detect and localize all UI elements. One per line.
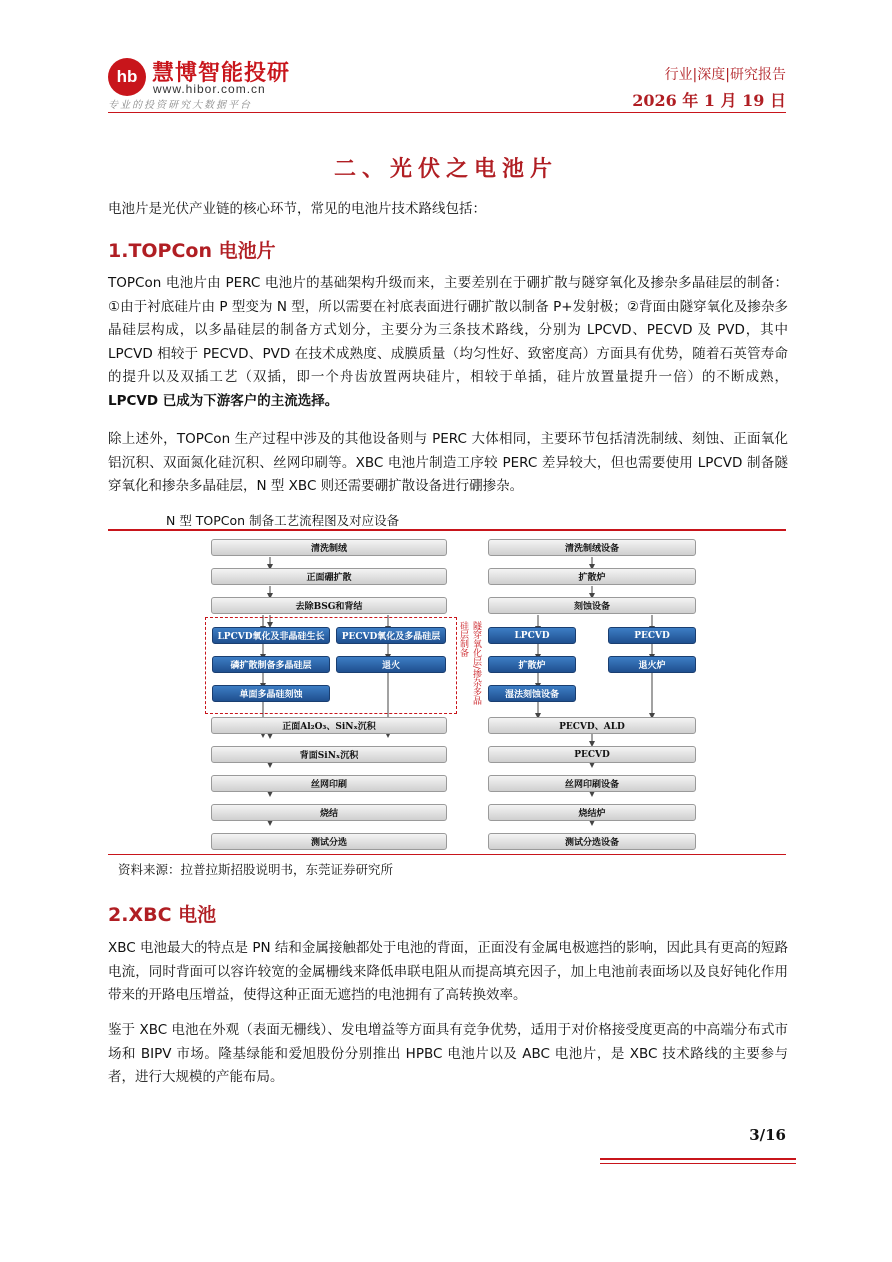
step-sintering: 烧结	[211, 804, 447, 821]
step-phosphorus-diffusion: 磷扩散制备多晶硅层	[212, 656, 330, 673]
xbc-title: 2.XBC 电池	[108, 904, 217, 926]
equip-diffusion-furnace: 扩散炉	[488, 568, 696, 585]
footer-rule	[600, 1158, 796, 1160]
step-poly-etch: 单面多晶硅刻蚀	[212, 685, 330, 702]
equip-sintering-furnace: 烧结炉	[488, 804, 696, 821]
topcon-title: 1.TOPCon 电池片	[108, 240, 276, 262]
equip-wet-etching: 湿法刻蚀设备	[488, 685, 576, 702]
equip-anneal-furnace: 退火炉	[608, 656, 696, 673]
equip-lpcvd: LPCVD	[488, 627, 576, 644]
equip-tester-sorter: 测试分选设备	[488, 833, 696, 850]
report-type: 行业|深度|研究报告	[664, 67, 786, 83]
equip-pecvd-2: PECVD	[488, 746, 696, 763]
step-boron-diffusion: 正面硼扩散	[211, 568, 447, 585]
step-lpcvd-oxidation: LPCVD氧化及非晶硅生长	[212, 627, 330, 644]
step-testing: 测试分选	[211, 833, 447, 850]
report-date: 2026 年 1 月 19 日	[632, 91, 786, 110]
section-title: 二、光伏之电池片	[333, 157, 558, 182]
equip-diffusion-furnace-2: 扩散炉	[488, 656, 576, 673]
brand-name: 慧博智能投研	[152, 61, 291, 86]
figure-bottom-rule	[108, 854, 786, 855]
topcon-paragraph-2: 除上述外，TOPCon 生产过程中涉及的其他设备则与 PERC 大体相同，主要环节包括清洗制绒、刻蚀、正面氧化铝沉积、双面氮化硅沉积、丝网印刷等。XBC 电池片制造工序较 PERC 差异较大，但也需要使用 LPCVD 制备隧穿氧化和掺杂多晶硅层，N 型 XBC 则还需要硼扩散设备进行硼掺杂。	[108, 431, 788, 494]
logo-icon: hb	[108, 58, 146, 96]
step-front-deposition: 正面Al₂O₃、SiNₓ沉积	[211, 717, 447, 734]
xbc-paragraph-2: 鉴于 XBC 电池在外观（表面无栅线）、发电增益等方面具有竞争优势，适用于对价格接受度更高的中高端分布式市场和 BIPV 市场。隆基绿能和爱旭股份分别推出 HPBC 电池片以及 ABC 电池片，是 XBC 技术路线的主要参与者，进行大规模的产能布局。	[108, 1022, 788, 1085]
footer-rule-thin	[600, 1163, 796, 1164]
topcon-paragraph-1-text: TOPCon 电池片由 PERC 电池片的基础架构升级而来，主要差别在于硼扩散与隧穿氧化及掺杂多晶硅层的制备：①由于衬底硅片由 P 型变为 N 型，所以需要在衬底表面进行硼扩散以制备 P+发射极；②背面由隧穿氧化及掺杂多晶硅层构成，以多晶硅层的制备方式划分，主要分为三条技术路线，分别为 LPCVD、PECVD 及 PVD，其中 LPCVD 相较于 PECVD、PVD 在技术成熟度、成膜质量（均匀性好、致密度高）方面具有优势，随着石英管寿命的提升以及双插工艺（双插，即一个舟齿放置两块硅片，相较于单插，硅片放置量提升一倍）的不断成熟，	[108, 275, 788, 385]
step-pecvd-oxidation: PECVD氧化及多晶硅层	[336, 627, 446, 644]
equip-texturing: 清洗制绒设备	[488, 539, 696, 556]
equip-pecvd-ald: PECVD、ALD	[488, 717, 696, 734]
equip-pecvd: PECVD	[608, 627, 696, 644]
brand-url: www.hibor.com.cn	[153, 82, 266, 96]
tunnel-oxide-label: 隧穿氧化层/掺杂多晶硅层制备	[458, 621, 481, 706]
header-divider	[108, 112, 786, 113]
intro-text: 电池片是光伏产业链的核心环节，常见的电池片技术路线包括：	[108, 201, 486, 217]
step-back-deposition: 背面SiNₓ沉积	[211, 746, 447, 763]
topcon-paragraph-1-bold: LPCVD 已成为下游客户的主流选择。	[108, 392, 339, 409]
topcon-paragraph-1	[108, 272, 788, 413]
page-number: 3/16	[749, 1126, 786, 1144]
figure-source: 资料来源：拉普拉斯招股说明书，东莞证券研究所	[118, 862, 394, 877]
process-flow-diagram	[108, 531, 786, 854]
step-screen-printing: 丝网印刷	[211, 775, 447, 792]
brand-slogan: 专业的投资研究大数据平台	[108, 100, 252, 111]
step-texturing: 清洗制绒	[211, 539, 447, 556]
xbc-paragraph-1: XBC 电池最大的特点是 PN 结和金属接触都处于电池的背面，正面没有金属电极遮挡的影响，因此具有更高的短路电流，同时背面可以容许较宽的金属栅线来降低串联电阻从而提高填充因子，加上电池前表面场以及良好钝化作用带来的开路电压增益，使得这种正面无遮挡的电池拥有了高转换效率。	[108, 940, 788, 1003]
step-remove-bsg: 去除BSG和背结	[211, 597, 447, 614]
equip-etching: 刻蚀设备	[488, 597, 696, 614]
figure-title: N 型 TOPCon 制备工艺流程图及对应设备	[166, 513, 400, 528]
step-anneal: 退火	[336, 656, 446, 673]
equip-screen-printer: 丝网印刷设备	[488, 775, 696, 792]
